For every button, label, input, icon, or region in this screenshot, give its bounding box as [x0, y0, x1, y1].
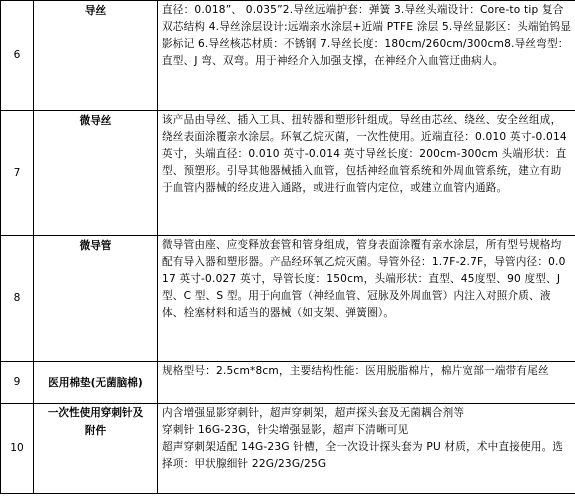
item-name-cell — [34, 1, 158, 111]
item-description: 直径：0.018”、 0.035”2.导丝远端护套：弹簧 3.导丝头端设计：Core-to tip 复合双芯结构 4.导丝涂层设计:远端亲水涂层+近端 PTFE 涂层 5.导丝显影区：头端铂钨显影标记 6.导丝核芯材质：不锈钢 7.导丝长度：180cm/260cm/300cm8.导丝弯型：直型、J 弯、双弯。用于神经介入加强支撑，在神经介入血管迂曲病人。 — [162, 4, 572, 67]
item-name: 微导丝 — [79, 115, 112, 127]
item-name-cell — [34, 404, 158, 494]
item-description-line: 内含增强显影穿刺针，超声穿刺架，超声探头套及无菌耦合剂等 — [162, 407, 465, 419]
item-description: 微导管由座、应变释放套管和管身组成，管身表面涂覆有亲水涂层，所有型号规格均配有导入器和塑形器。产品经环氧乙烷灭菌。导管外径：1.7F-2.7F，导管内径：0.017 英寸-0.027 英寸，导管长度：150cm，头端形状：直型、45度型、90 度型、J 型、C 型、S 型。用于向血管（神经血管、冠脉及外周血管）内注入对照介质、液体、栓塞材料和适当的器械（如支架、弹簧圈）。 — [162, 239, 566, 319]
item-description-line: 超声穿刺架适配 14G-23G 针槽，全一次设计探头套为 PU 材质，术中直接使用。选择项：甲状腺细针 22G/23G/25G — [162, 441, 564, 470]
table-row — [1, 362, 575, 404]
table-row — [1, 111, 575, 236]
row-number: 6 — [1, 1, 34, 111]
item-description-line: 穿刺针 16G-23G，针尖增强显影，超声下清晰可见 — [162, 424, 409, 436]
item-description-cell — [158, 1, 575, 111]
item-name: 医用棉垫(无菌脑棉) — [48, 377, 143, 389]
item-description-cell — [158, 362, 575, 404]
item-description-cell — [158, 236, 575, 362]
item-name: 导丝 — [84, 5, 107, 17]
item-description-cell — [158, 111, 575, 236]
row-number: 7 — [1, 111, 34, 236]
item-description: 该产品由导丝、插入工具、扭转器和塑形针组成。导丝由芯丝、绕丝、安全丝组成，绕丝表面涂覆亲水涂层。环氧乙烷灭菌，一次性使用。近端直径：0.010 英寸-0.014 英寸，头端直径：0.010 英寸-0.014 英寸导丝长度：200cm-300cm 头端形状：直型、预塑形。引导其他器械插入血管，包括神经血管系统和外周血管系统，建立有助于血管内器械的经皮进入通路，或进行血管内定位，或建立血管内通路。 — [162, 114, 567, 194]
item-name-cell — [34, 111, 158, 236]
table-row — [1, 404, 575, 494]
item-name-cell — [34, 362, 158, 404]
item-description-cell — [158, 404, 575, 494]
item-name: 微导管 — [79, 240, 112, 252]
table-row — [1, 1, 575, 111]
table-row — [1, 236, 575, 362]
item-name-cell — [34, 236, 158, 362]
row-number: 8 — [1, 236, 34, 362]
item-description: 规格型号：2.5cm*8cm，主要结构性能：医用脱脂棉片，棉片宽部一端带有尾丝 — [162, 365, 549, 377]
row-number: 9 — [1, 362, 34, 404]
row-number: 10 — [1, 404, 34, 494]
item-name-line: 一次性使用穿刺针及 — [47, 407, 144, 419]
item-name-line: 附件 — [84, 425, 107, 437]
